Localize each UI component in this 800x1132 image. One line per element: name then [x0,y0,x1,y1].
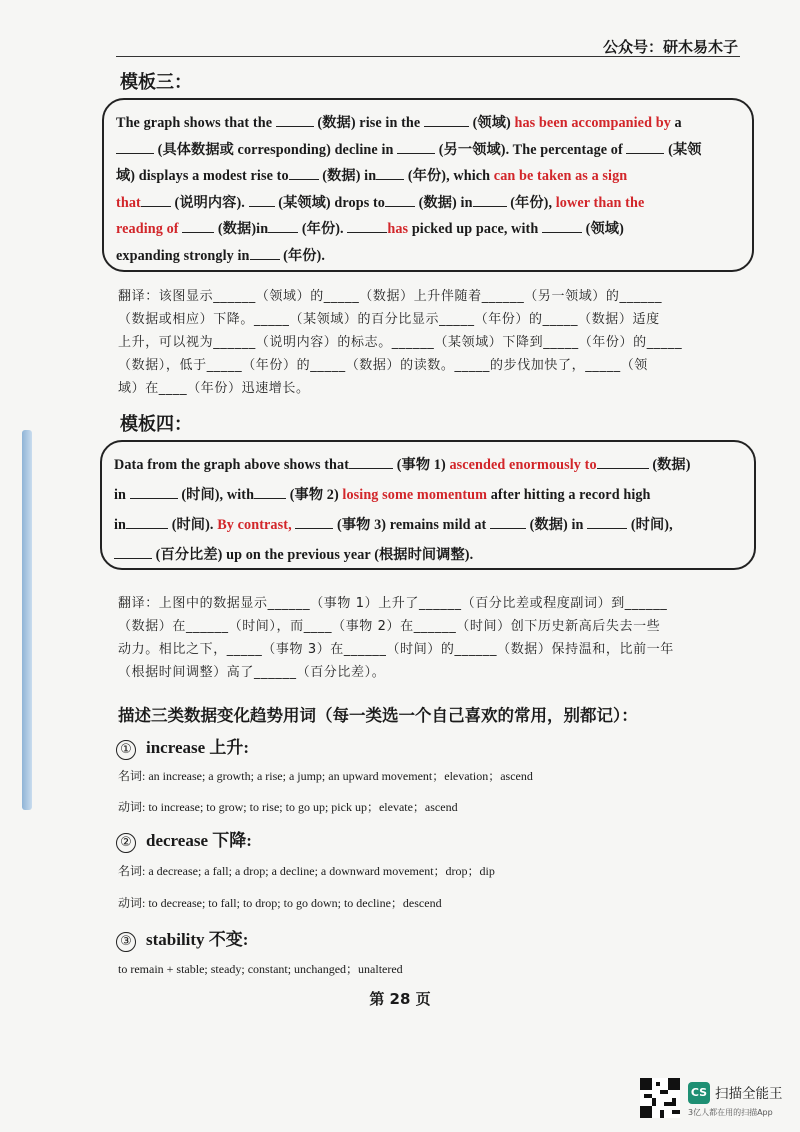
highlight-phrase: lower than the [555,194,645,211]
template-text: expanding strongly in [116,247,250,264]
binding-strip [22,430,32,810]
template-text: (年份). [298,221,348,237]
template-text: in [114,487,130,503]
circle-number: ③ [116,932,136,952]
template3-line [116,112,682,132]
template-text: (具体数据或 corresponding) decline in [154,141,398,158]
template-text: (另一领域). The percentage of [435,141,627,158]
fill-in-blank [116,141,154,154]
template-text: 域) displays a modest rise to [116,168,289,184]
template-text: (年份), which [404,168,494,184]
stability-words: to remain + stable; steady; constant; unchanged；unaltered [118,962,403,976]
template-text: (数据) [648,457,691,473]
fill-in-blank [385,194,415,207]
template-text: in [114,517,127,533]
fill-in-blank [349,456,393,469]
template4-line [114,484,651,504]
fill-in-blank [254,486,286,499]
highlight-phrase: has [387,221,409,237]
fill-in-blank [347,220,387,233]
circle-number: ① [116,740,136,760]
template-text: (年份). [279,247,326,264]
decrease-heading [116,826,252,853]
template-text: (事物 1) [393,457,450,473]
translation3-line: 上升，可以视为______（说明内容）的标志。______（某领域）下降到_____（年份）的_____ [118,335,683,350]
template-text: after hitting a record high [487,487,651,503]
template-text: Data from the graph above shows that [114,457,350,473]
increase-heading [116,733,249,760]
qr-code-icon [640,1078,680,1118]
template-text: picked up pace, with [408,221,543,237]
translation3-line: 域）在____（年份）迅速增长。 [118,381,310,396]
template-text: a [670,115,682,131]
fill-in-blank [295,516,333,529]
translation4-line: （数据）在______（时间），而____（事物 2）在______（时间）创下历史新高后失去一些 [118,619,661,634]
highlight-phrase: ascended enormously to [449,457,597,473]
highlight-phrase: reading of [116,221,179,237]
template-text: The graph shows that the [116,115,276,131]
fill-in-blank [249,194,275,207]
template4-line [114,454,691,474]
template3-title: 模板三： [120,72,192,93]
fill-in-blank [268,220,298,233]
translation4-line: 动力。相比之下，_____（事物 3）在______（时间）的______（数据）保持温和，比前一年 [118,642,674,657]
circle-number: ② [116,833,136,853]
template-text: (年份), [506,194,556,211]
fill-in-blank [130,486,178,499]
fill-in-blank [626,141,664,154]
template-text: (数据) in [526,517,588,533]
scanner-app-name: 扫描全能王 [715,1086,783,1102]
translation4-line: （根据时间调整）高了______（百分比差）。 [118,665,386,680]
highlight-phrase: has been accompanied by [514,115,671,131]
template-text: (事物 2) [286,487,343,503]
fill-in-blank [397,141,435,154]
translation3-line: 翻译：该图显示______（领域）的_____（数据）上升伴随着______（另一领域）的______ [118,289,663,304]
template4-line [114,544,473,564]
highlight-phrase: By contrast, [217,517,292,533]
template3-box [102,98,754,272]
template4-line [114,514,673,534]
highlight-phrase: can be taken as a sign [493,168,628,184]
fill-in-blank [597,456,649,469]
highlight-phrase: that [116,194,141,211]
fill-in-blank [490,516,526,529]
template4-box [100,440,756,570]
template3-line [116,139,702,159]
translation4-line: 翻译：上图中的数据显示______（事物 1）上升了______（百分比差或程度副词）到______ [118,596,668,611]
translation3-line: （数据），低于_____（年份）的_____（数据）的读数。_____的步伐加快了，_____（领 [118,358,648,373]
highlight-phrase: losing some momentum [342,487,488,503]
header-account: 公众号：研木易木子 [602,38,738,56]
fill-in-blank [289,167,319,180]
fill-in-blank [276,114,314,127]
page-number: 第 28 页 [369,990,431,1008]
template3-line [116,165,627,185]
template-text: (事物 3) remains mild at [333,517,490,533]
fill-in-blank [182,220,214,233]
decrease-verbs: 动词: to decrease; to fall; to drop; to go down; to decline；descend [118,896,442,910]
fill-in-blank [141,194,171,207]
template-text: (领域) [468,115,515,131]
decrease-title: decrease 下降: [146,831,252,850]
template-text: (时间). [168,517,218,533]
increase-verbs: 动词: to increase; to grow; to rise; to go up; pick up；elevate；ascend [118,800,458,814]
fill-in-blank [376,167,404,180]
translation3-line: （数据或相应）下降。_____（某领域）的百分比显示_____（年份）的_____（数据）适度 [118,312,660,327]
fill-in-blank [587,516,627,529]
decrease-nouns: 名词: a decrease; a fall; a drop; a decline; a downward movement；drop；dip [118,864,495,878]
stability-title: stability 不变: [146,930,249,949]
fill-in-blank [126,516,168,529]
fill-in-blank [473,194,507,207]
template-text: (时间), [627,517,673,533]
header-rule [116,56,740,57]
template-text: (百分比差) up on the previous year (根据时间调整). [152,547,474,563]
scanner-slogan: 3亿人都在用的扫描App [688,1108,773,1117]
trends-heading: 描述三类数据变化趋势用词（每一类选一个自己喜欢的常用，别都记）： [118,706,638,725]
template3-line [116,218,624,238]
camscanner-logo-icon: CS [688,1082,710,1104]
template3-line [116,192,644,212]
increase-title: increase 上升: [146,738,250,757]
template-text: (说明内容). [170,194,249,211]
template-text: (时间), with [177,487,255,503]
template-text: (数据) rise in the [313,115,424,131]
fill-in-blank [114,546,152,559]
template-text: (领域) [582,221,624,237]
fill-in-blank [424,114,469,127]
increase-nouns: 名词: an increase; a growth; a rise; a jump; an upward movement；elevation；ascend [118,769,533,783]
template-text: (数据)in [214,221,269,237]
template-text: (数据) in [415,194,473,211]
template-text: (某领 [664,141,702,158]
fill-in-blank [250,247,280,260]
template3-line [116,245,325,265]
template-text: (某领域) drops to [274,194,386,211]
stability-heading [116,925,248,952]
fill-in-blank [542,220,582,233]
template-text: (数据) in [318,168,377,184]
template4-title: 模板四： [120,414,192,435]
